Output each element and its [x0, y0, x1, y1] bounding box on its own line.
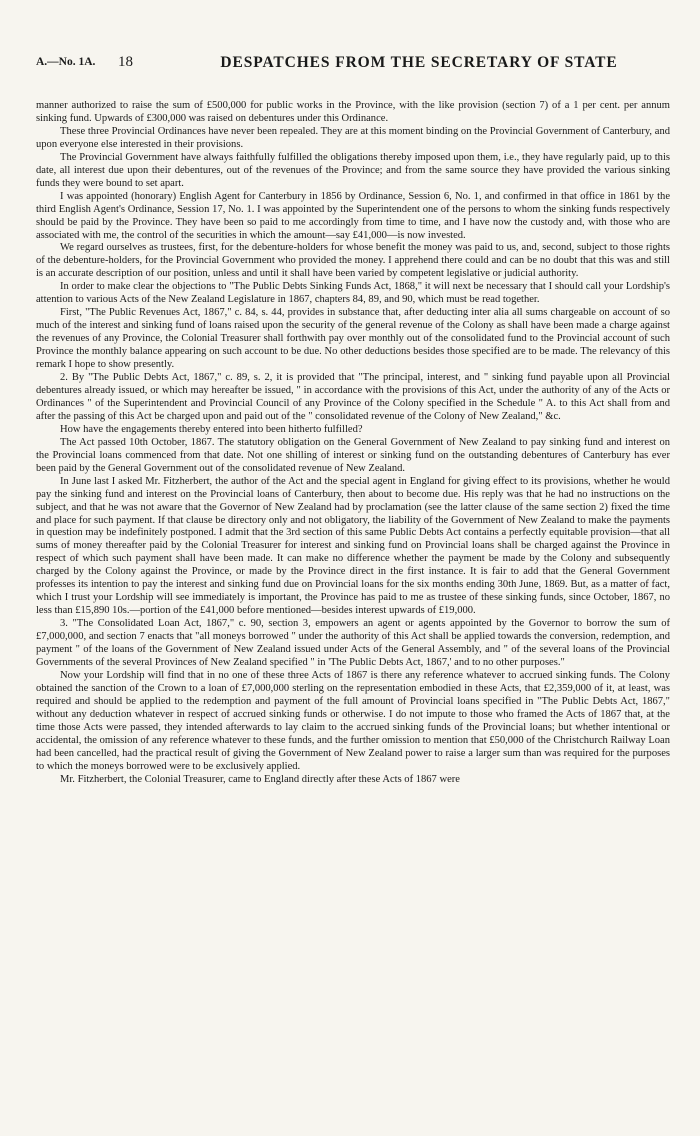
paragraph-10: The Act passed 10th October, 1867. The statutory obligation on the General Government of New Zealand to pay sinking fund and interest on the Provincial loans commenced from that date. Not one shilling of interest or sinking fund on the outstanding debentures of Canterbury has ever been paid by the General Government out of the consolidated revenue of New Zealand. — [36, 436, 670, 474]
paragraph-14: Mr. Fitzherbert, the Colonial Treasurer, came to England directly after these Acts of 1867 were — [60, 773, 460, 785]
paragraph-5: We regard ourselves as trustees, first, for the debenture-holders for whose benefit the money was paid to us, and, second, subject to those rights of the debenture-holders, for the Provincial Government who provided the money. I apprehend there could and can be no doubt that this was and still is an accurate description of our position, unless and until it shall have been varied by competent legislative or judicial authority. — [36, 242, 670, 280]
document-reference: A.—No. 1A. — [36, 56, 96, 68]
paragraph-8: 2. By "The Public Debts Act, 1867," c. 89, s. 2, it is provided that "The principal, interest, and " sinking fund payable upon all Provincial debentures already issued, or which may hereafter be issued, " in accordance with the provisions of this Act, under the authority of any of the Acts or Ordinances " of the Superintendent and Provincial Council of any Province of the Colony specified in the Schedule " A. to this Act shall from and after the passing of this Act be charged upon and paid out of the " consolidated revenue of the Colony of New Zealand," &c. — [36, 372, 670, 422]
paragraph-9: How have the engagements thereby entered into been hitherto fulfilled? — [60, 423, 363, 435]
paragraph-12: 3. "The Consolidated Loan Act, 1867," c. 90, section 3, empowers an agent or agents appointed by the Governor to borrow the sum of £7,000,000, and section 7 enacts that "all moneys borrowed " under the authority of this Act shall be applied towards the conversion, redemption, and payment " of the loans of the Government of New Zealand issued under Acts of the General Assembly, and " of the several loans of the Provincial Governments of the several Provinces of New Zealand specified " in 'The Public Debts Act, 1867,' and to no other purposes." — [36, 618, 670, 668]
paragraph-3: The Provincial Government have always faithfully fulfilled the obligations thereby imposed upon them, i.e., they have regularly paid, up to this date, all interest due upon their debentures, out of the revenues of the Province; and from the same source they have provided the various sinking funds they were bound to set apart. — [36, 151, 670, 189]
paragraph-6: In order to make clear the objections to "The Public Debts Sinking Funds Act, 1868," it will next be necessary that I should call your Lordship's attention to various Acts of the New Zealand Legislature in 1867, chapters 84, 89, and 90, which must be read together. — [36, 281, 670, 306]
paragraph-13: Now your Lordship will find that in no one of these three Acts of 1867 is there any reference whatever to accrued sinking funds. The Colony obtained the sanction of the Crown to a loan of £7,000,000 sterling on the representation embodied in these Acts, that £2,359,000 of it, at least, was required and should be applied to the redemption and payment of the full amount of Provincial loans specified in "The Public Debts Act, 1867," without any deduction whatever in respect of accrued sinking funds or otherwise. I do not impute to those who framed the Acts of 1867 that, at the time those Acts were passed, they intended afterwards to lay claim to the accrued sinking funds of the Provincial loans; but whether intentional or accidental, the omission of any reference whatever to these funds, and the further omission to mention that £50,000 of the Christchurch Railway Loan had been cancelled, had the practical result of giving the Government of New Zealand power to raise a larger sum than was required for the purposes to which the moneys borrowed were to be exclusively applied. — [36, 669, 670, 772]
page-number: 18 — [118, 54, 133, 70]
paragraph-2: These three Provincial Ordinances have never been repealed. They are at this moment binding on the Provincial Government of Canterbury, and upon everyone else interested in their provisions. — [36, 125, 670, 150]
page-header — [36, 54, 670, 76]
running-title: DESPATCHES FROM THE SECRETARY OF STATE — [220, 54, 618, 71]
paragraph-11: In June last I asked Mr. Fitzherbert, the author of the Act and the special agent in England for giving effect to its provisions, whether he would pay the sinking fund and interest on the Provincial loans of Canterbury, then about to become due. His reply was that he had no instructions on the subject, and that he was not aware that the Governor of New Zealand had by proclamation (see the latter clause of the same section 2) fixed the time and place for such payment. If that clause be directory only and not obligatory, the liability of the Government of New Zealand to make the payments in question may be indefinitely postponed. I admit that the 3rd section of this same Public Debts Act contains a perfectly equitable provision—that all sums of money thereafter paid by the Colonial Treasurer for interest and sinking fund on Provincial loans shall be charged against the Province in respect of which such payment shall have been made. It can make no difference whether the payment be made by the Colony and subsequently charged by the Colony against the Province, or made by the Province direct in the first instance. It is fair to add that the General Government professes its intention to pay the interest and sinking fund due on Provincial loans for the six months ending 30th June, 1869. But, as a matter of fact, which I trust your Lordship will see immediately is important, the Province has paid to me as trustee of these sinking funds, since October, 1867, no less than £15,890 10s.—portion of the £41,000 before mentioned—besides interest upwards of £19,000. — [36, 475, 670, 617]
body-text — [36, 100, 670, 787]
paragraph-4: I was appointed (honorary) English Agent for Canterbury in 1856 by Ordinance, Session 6, No. 1, and confirmed in that office in 1861 by the third English Agent's Ordinance, Session 17, No. 1. I was appointed by the Superintendent one of the persons to whom the sinking funds respectively should be paid by the Province. They have been so paid to me accordingly from time to time, and I have now the custody and, with those who are associated with me, the control of the securities in which the amount—say £41,000—is now invested. — [36, 190, 670, 241]
paragraph-7: First, "The Public Revenues Act, 1867," c. 84, s. 44, provides in substance that, after deducting inter alia all sums chargeable on account of so much of the interest and sinking fund of loans raised upon the security of the general revenue of the Colony as shall have been made a charge against the revenues of any Province, the Colonial Treasurer shall forthwith pay over monthly out of the consolidated fund to the Provincial account of such Province the monthly balance appearing on such account to be due. No other deductions besides those specified are to be made. The relevancy of this remark I hope to show presently. — [36, 307, 670, 371]
paragraph-1: manner authorized to raise the sum of £500,000 for public works in the Province, with the like provision (section 7) of a 1 per cent. per annum sinking fund. Upwards of £300,000 was raised on debentures under this Ordinance. — [36, 100, 670, 124]
